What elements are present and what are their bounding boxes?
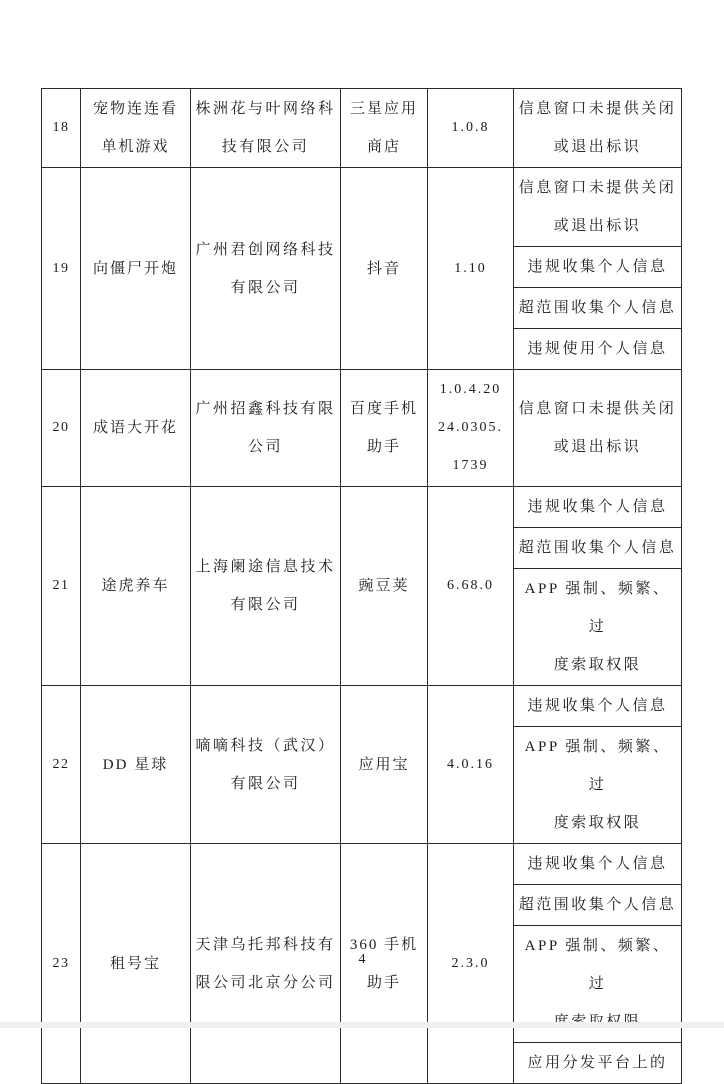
- app-violation-table: [41, 88, 682, 1084]
- cell-name: DD 星球: [81, 686, 191, 844]
- cell-no: 22: [42, 686, 81, 844]
- cell-violation: 超范围收集个人信息: [514, 288, 682, 329]
- cell-violation: 违规收集个人信息: [514, 247, 682, 288]
- cell-no: 18: [42, 89, 81, 168]
- cell-violation: 违规收集个人信息: [514, 686, 682, 727]
- cell-violation: 违规收集个人信息: [514, 487, 682, 528]
- table-row: [42, 168, 682, 247]
- cell-version: 1.10: [428, 168, 514, 370]
- cell-no: 21: [42, 487, 81, 686]
- table-row: [42, 487, 682, 528]
- page-number: 4: [358, 952, 366, 967]
- cell-store: 360 手机 助手: [341, 844, 428, 1084]
- cell-violation: 信息窗口未提供关闭 或退出标识: [514, 168, 682, 247]
- cell-violation: 应用分发平台上的: [514, 1043, 682, 1084]
- cell-violation: 信息窗口未提供关闭 或退出标识: [514, 370, 682, 487]
- table-row: [42, 686, 682, 727]
- table-row: [42, 89, 682, 168]
- cell-company: 株洲花与叶网络科 技有限公司: [191, 89, 341, 168]
- cell-name: 途虎养车: [81, 487, 191, 686]
- cell-name: 向僵尸开炮: [81, 168, 191, 370]
- cell-name: 租号宝: [81, 844, 191, 1084]
- cell-violation: 违规使用个人信息: [514, 329, 682, 370]
- cell-company: 嘀嘀科技（武汉） 有限公司: [191, 686, 341, 844]
- cell-version: 4.0.16: [428, 686, 514, 844]
- cell-violation: 违规收集个人信息: [514, 844, 682, 885]
- cell-violation: 信息窗口未提供关闭 或退出标识: [514, 89, 682, 168]
- cell-store: 抖音: [341, 168, 428, 370]
- cell-company: 上海阑途信息技术 有限公司: [191, 487, 341, 686]
- table-row: [42, 844, 682, 885]
- cell-violation: APP 强制、频繁、过 度索取权限: [514, 569, 682, 686]
- cell-store: 豌豆荚: [341, 487, 428, 686]
- cell-no: 20: [42, 370, 81, 487]
- bottom-strip: [0, 1022, 724, 1028]
- cell-violation: 超范围收集个人信息: [514, 885, 682, 926]
- table-row: [42, 370, 682, 487]
- table-body: [42, 89, 682, 1084]
- cell-version: 1.0.4.20 24.0305. 1739: [428, 370, 514, 487]
- cell-version: 6.68.0: [428, 487, 514, 686]
- cell-violation: 超范围收集个人信息: [514, 528, 682, 569]
- cell-company: 天津乌托邦科技有 限公司北京分公司: [191, 844, 341, 1084]
- cell-violation: APP 强制、频繁、过: [514, 926, 682, 1043]
- cell-no: 19: [42, 168, 81, 370]
- cell-store: 百度手机 助手: [341, 370, 428, 487]
- cell-store: 三星应用 商店: [341, 89, 428, 168]
- cell-version: 1.0.8: [428, 89, 514, 168]
- cell-no: 23: [42, 844, 81, 1084]
- cell-version: 2.3.0: [428, 844, 514, 1084]
- cell-name: 宠物连连看 单机游戏: [81, 89, 191, 168]
- cell-store: 应用宝: [341, 686, 428, 844]
- cell-company: 广州招鑫科技有限 公司: [191, 370, 341, 487]
- cell-name: 成语大开花: [81, 370, 191, 487]
- cell-violation: APP 强制、频繁、过 度索取权限: [514, 727, 682, 844]
- cell-company: 广州君创网络科技 有限公司: [191, 168, 341, 370]
